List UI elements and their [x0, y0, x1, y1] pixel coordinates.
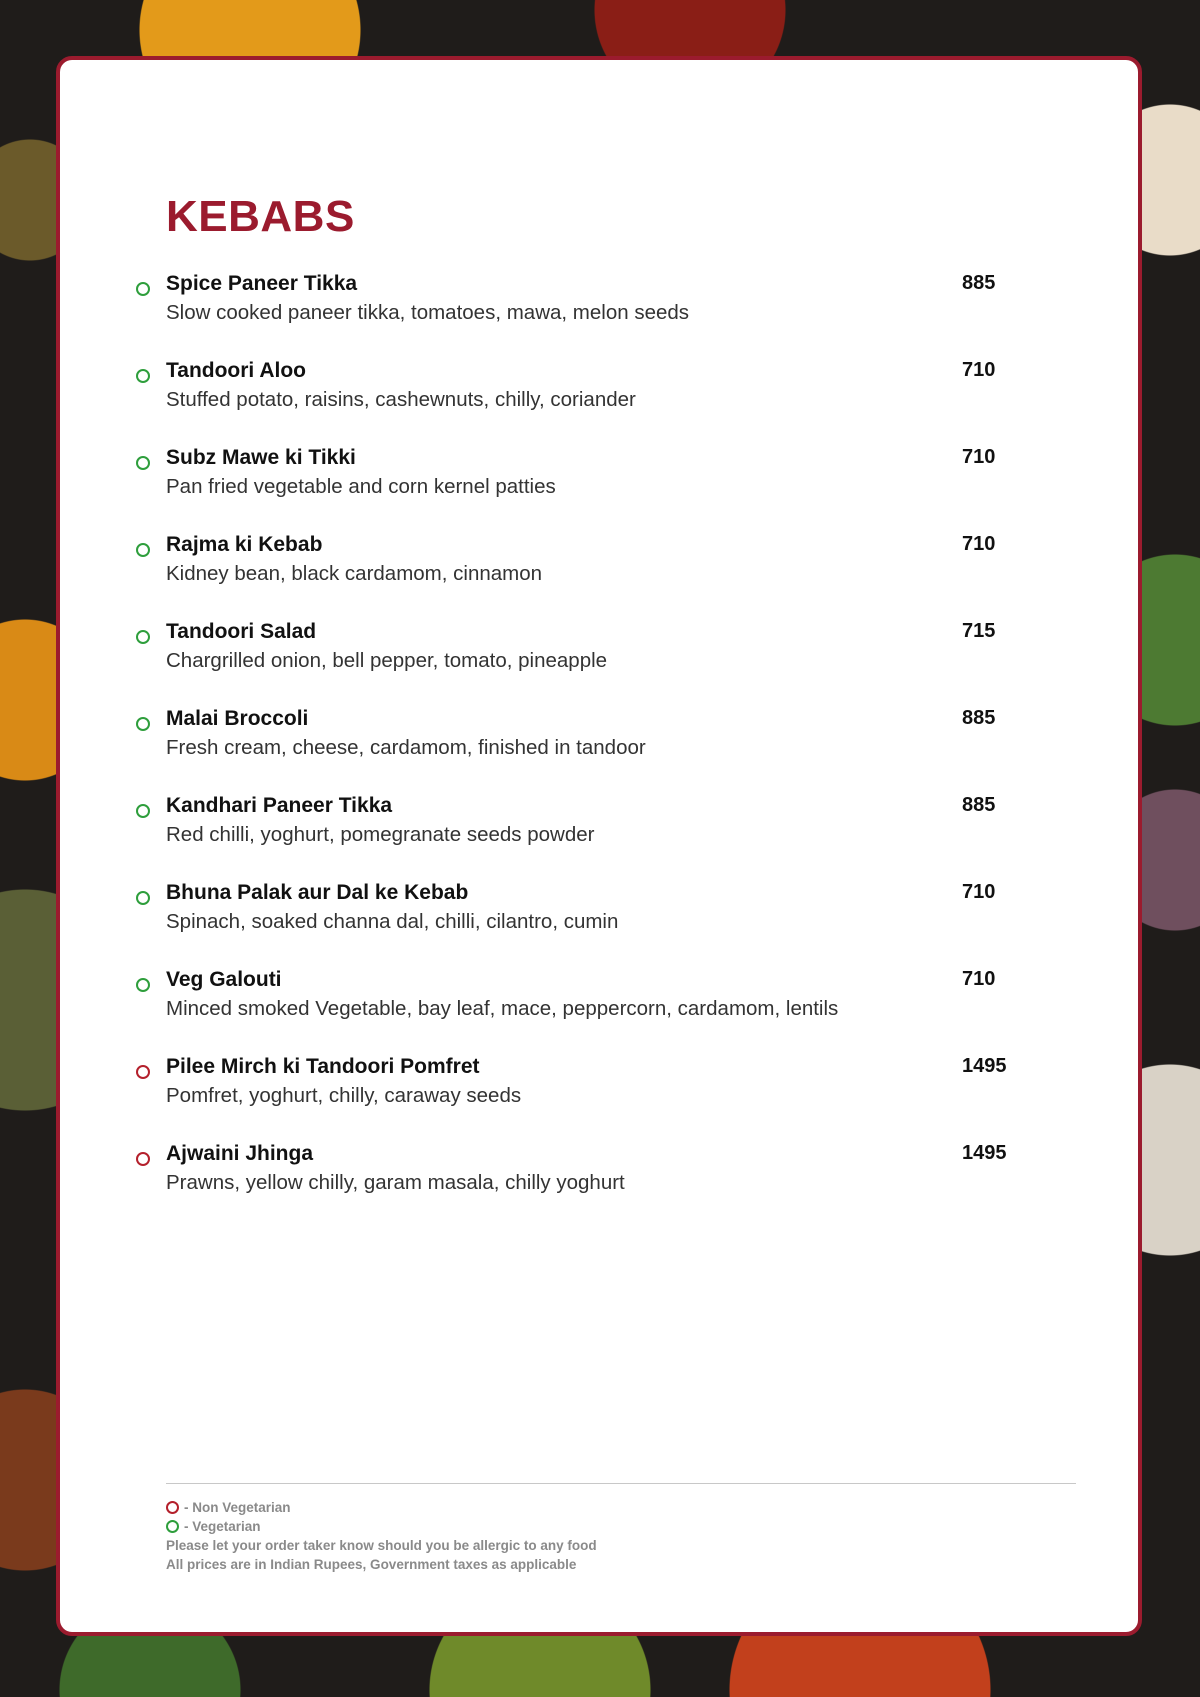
- menu-item: [60, 707, 1138, 787]
- allergy-note: Please let your order taker know should you be allergic to any food: [166, 1538, 597, 1553]
- legend-veg-label: - Vegetarian: [184, 1519, 261, 1534]
- menu-item: [60, 272, 1138, 352]
- menu-item: [60, 881, 1138, 961]
- item-price: 710: [962, 533, 996, 555]
- item-description: Spinach, soaked channa dal, chilli, cilantro, cumin: [166, 910, 619, 933]
- veg-indicator-icon: [136, 630, 150, 644]
- veg-indicator-icon: [136, 282, 150, 296]
- item-price: 710: [962, 446, 996, 468]
- item-name: Ajwaini Jhinga: [166, 1142, 314, 1165]
- item-description: Chargrilled onion, bell pepper, tomato, pineapple: [166, 649, 608, 672]
- menu-card: [56, 56, 1142, 1636]
- legend-veg: [166, 1517, 597, 1536]
- item-description: Minced smoked Vegetable, bay leaf, mace, peppercorn, cardamom, lentils: [166, 997, 839, 1020]
- page-title: KEBABS: [166, 192, 355, 241]
- veg-indicator-icon: [136, 891, 150, 905]
- footer-legend: [166, 1498, 597, 1574]
- menu-item: [60, 1142, 1138, 1222]
- item-description: Stuffed potato, raisins, cashewnuts, chilly, coriander: [166, 388, 636, 411]
- item-name: Tandoori Salad: [166, 620, 317, 643]
- price-note: All prices are in Indian Rupees, Government taxes as applicable: [166, 1557, 577, 1572]
- menu-item: [60, 620, 1138, 700]
- item-price: 885: [962, 794, 996, 816]
- item-description: Fresh cream, cheese, cardamom, finished in tandoor: [166, 736, 646, 759]
- menu-item: [60, 1055, 1138, 1135]
- menu-item: [60, 794, 1138, 874]
- menu-item: [60, 533, 1138, 613]
- item-description: Pan fried vegetable and corn kernel patties: [166, 475, 556, 498]
- item-name: Malai Broccoli: [166, 707, 309, 730]
- item-price: 885: [962, 707, 996, 729]
- item-name: Pilee Mirch ki Tandoori Pomfret: [166, 1055, 480, 1078]
- veg-indicator-icon: [136, 717, 150, 731]
- veg-indicator-icon: [136, 804, 150, 818]
- item-description: Kidney bean, black cardamom, cinnamon: [166, 562, 543, 585]
- item-description: Slow cooked paneer tikka, tomatoes, mawa, melon seeds: [166, 301, 690, 324]
- item-name: Spice Paneer Tikka: [166, 272, 358, 295]
- item-price: 1495: [962, 1055, 1007, 1077]
- item-name: Rajma ki Kebab: [166, 533, 323, 556]
- menu-item: [60, 359, 1138, 439]
- legend-nonveg-label: - Non Vegetarian: [184, 1500, 291, 1515]
- nonveg-indicator-icon: [166, 1501, 179, 1514]
- veg-indicator-icon: [136, 456, 150, 470]
- item-price: 885: [962, 272, 996, 294]
- item-name: Bhuna Palak aur Dal ke Kebab: [166, 881, 469, 904]
- menu-item: [60, 968, 1138, 1048]
- item-price: 710: [962, 881, 996, 903]
- veg-indicator-icon: [136, 543, 150, 557]
- footer-divider: [166, 1483, 1076, 1484]
- item-price: 715: [962, 620, 996, 642]
- veg-indicator-icon: [166, 1520, 179, 1533]
- item-price: 710: [962, 359, 996, 381]
- item-name: Tandoori Aloo: [166, 359, 306, 382]
- nonveg-indicator-icon: [136, 1065, 150, 1079]
- item-name: Kandhari Paneer Tikka: [166, 794, 393, 817]
- item-description: Red chilli, yoghurt, pomegranate seeds powder: [166, 823, 595, 846]
- item-price: 710: [962, 968, 996, 990]
- legend-nonveg: [166, 1498, 597, 1517]
- item-price: 1495: [962, 1142, 1007, 1164]
- item-description: Pomfret, yoghurt, chilly, caraway seeds: [166, 1084, 522, 1107]
- veg-indicator-icon: [136, 978, 150, 992]
- item-description: Prawns, yellow chilly, garam masala, chilly yoghurt: [166, 1171, 625, 1194]
- item-name: Veg Galouti: [166, 968, 282, 991]
- nonveg-indicator-icon: [136, 1152, 150, 1166]
- item-name: Subz Mawe ki Tikki: [166, 446, 356, 469]
- veg-indicator-icon: [136, 369, 150, 383]
- menu-item: [60, 446, 1138, 526]
